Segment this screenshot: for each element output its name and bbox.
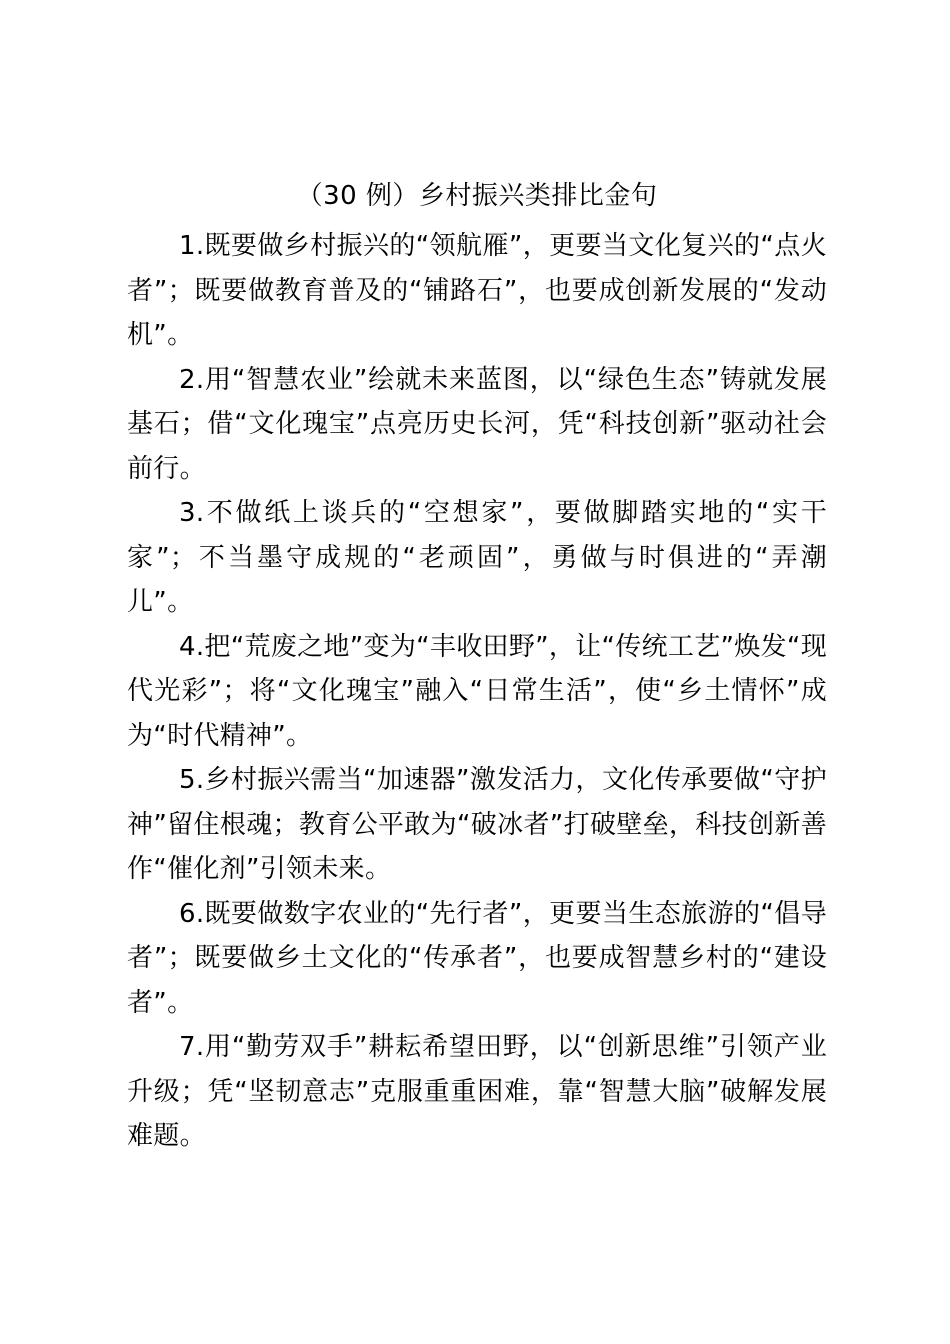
- document-title: （30 例）乡村振兴类排比金句: [296, 181, 658, 211]
- paragraph-7: 7.用“勤劳双手”耕耘希望田野，以“创新思维”引领产业升级；凭“坚韧意志”克服重重困难，靠“智慧大脑”破解发展难题。: [127, 1032, 827, 1151]
- paragraph-2: 2.用“智慧农业”绘就未来蓝图，以“绿色生态”铸就发展基石；借“文化瑰宝”点亮历史长河，凭“科技创新”驱动社会前行。: [127, 364, 827, 484]
- paragraph-4: 4.把“荒废之地”变为“丰收田野”，让“传统工艺”焕发“现代光彩”；将“文化瑰宝”融入“日常生活”，使“乡土情怀”成为“时代精神”。: [127, 631, 827, 751]
- document-body: [127, 224, 827, 1159]
- paragraph-5: 5.乡村振兴需当“加速器”激发活力，文化传承要做“守护神”留住根魂；教育公平敢为“破冰者”打破壁垒，科技创新善作“催化剂”引领未来。: [127, 765, 827, 884]
- paragraph-3: 3.不做纸上谈兵的“空想家”，要做脚踏实地的“实干家”；不当墨守成规的“老顽固”，勇做与时俱进的“弄潮儿”。: [127, 498, 827, 617]
- paragraph-1: 1.既要做乡村振兴的“领航雁”，更要当文化复兴的“点火者”；既要做教育普及的“铺路石”，也要成创新发展的“发动机”。: [127, 231, 827, 350]
- paragraph-6: 6.既要做数字农业的“先行者”，更要当生态旅游的“倡导者”；既要做乡土文化的“传承者”，也要成智慧乡村的“建设者”。: [127, 898, 827, 1018]
